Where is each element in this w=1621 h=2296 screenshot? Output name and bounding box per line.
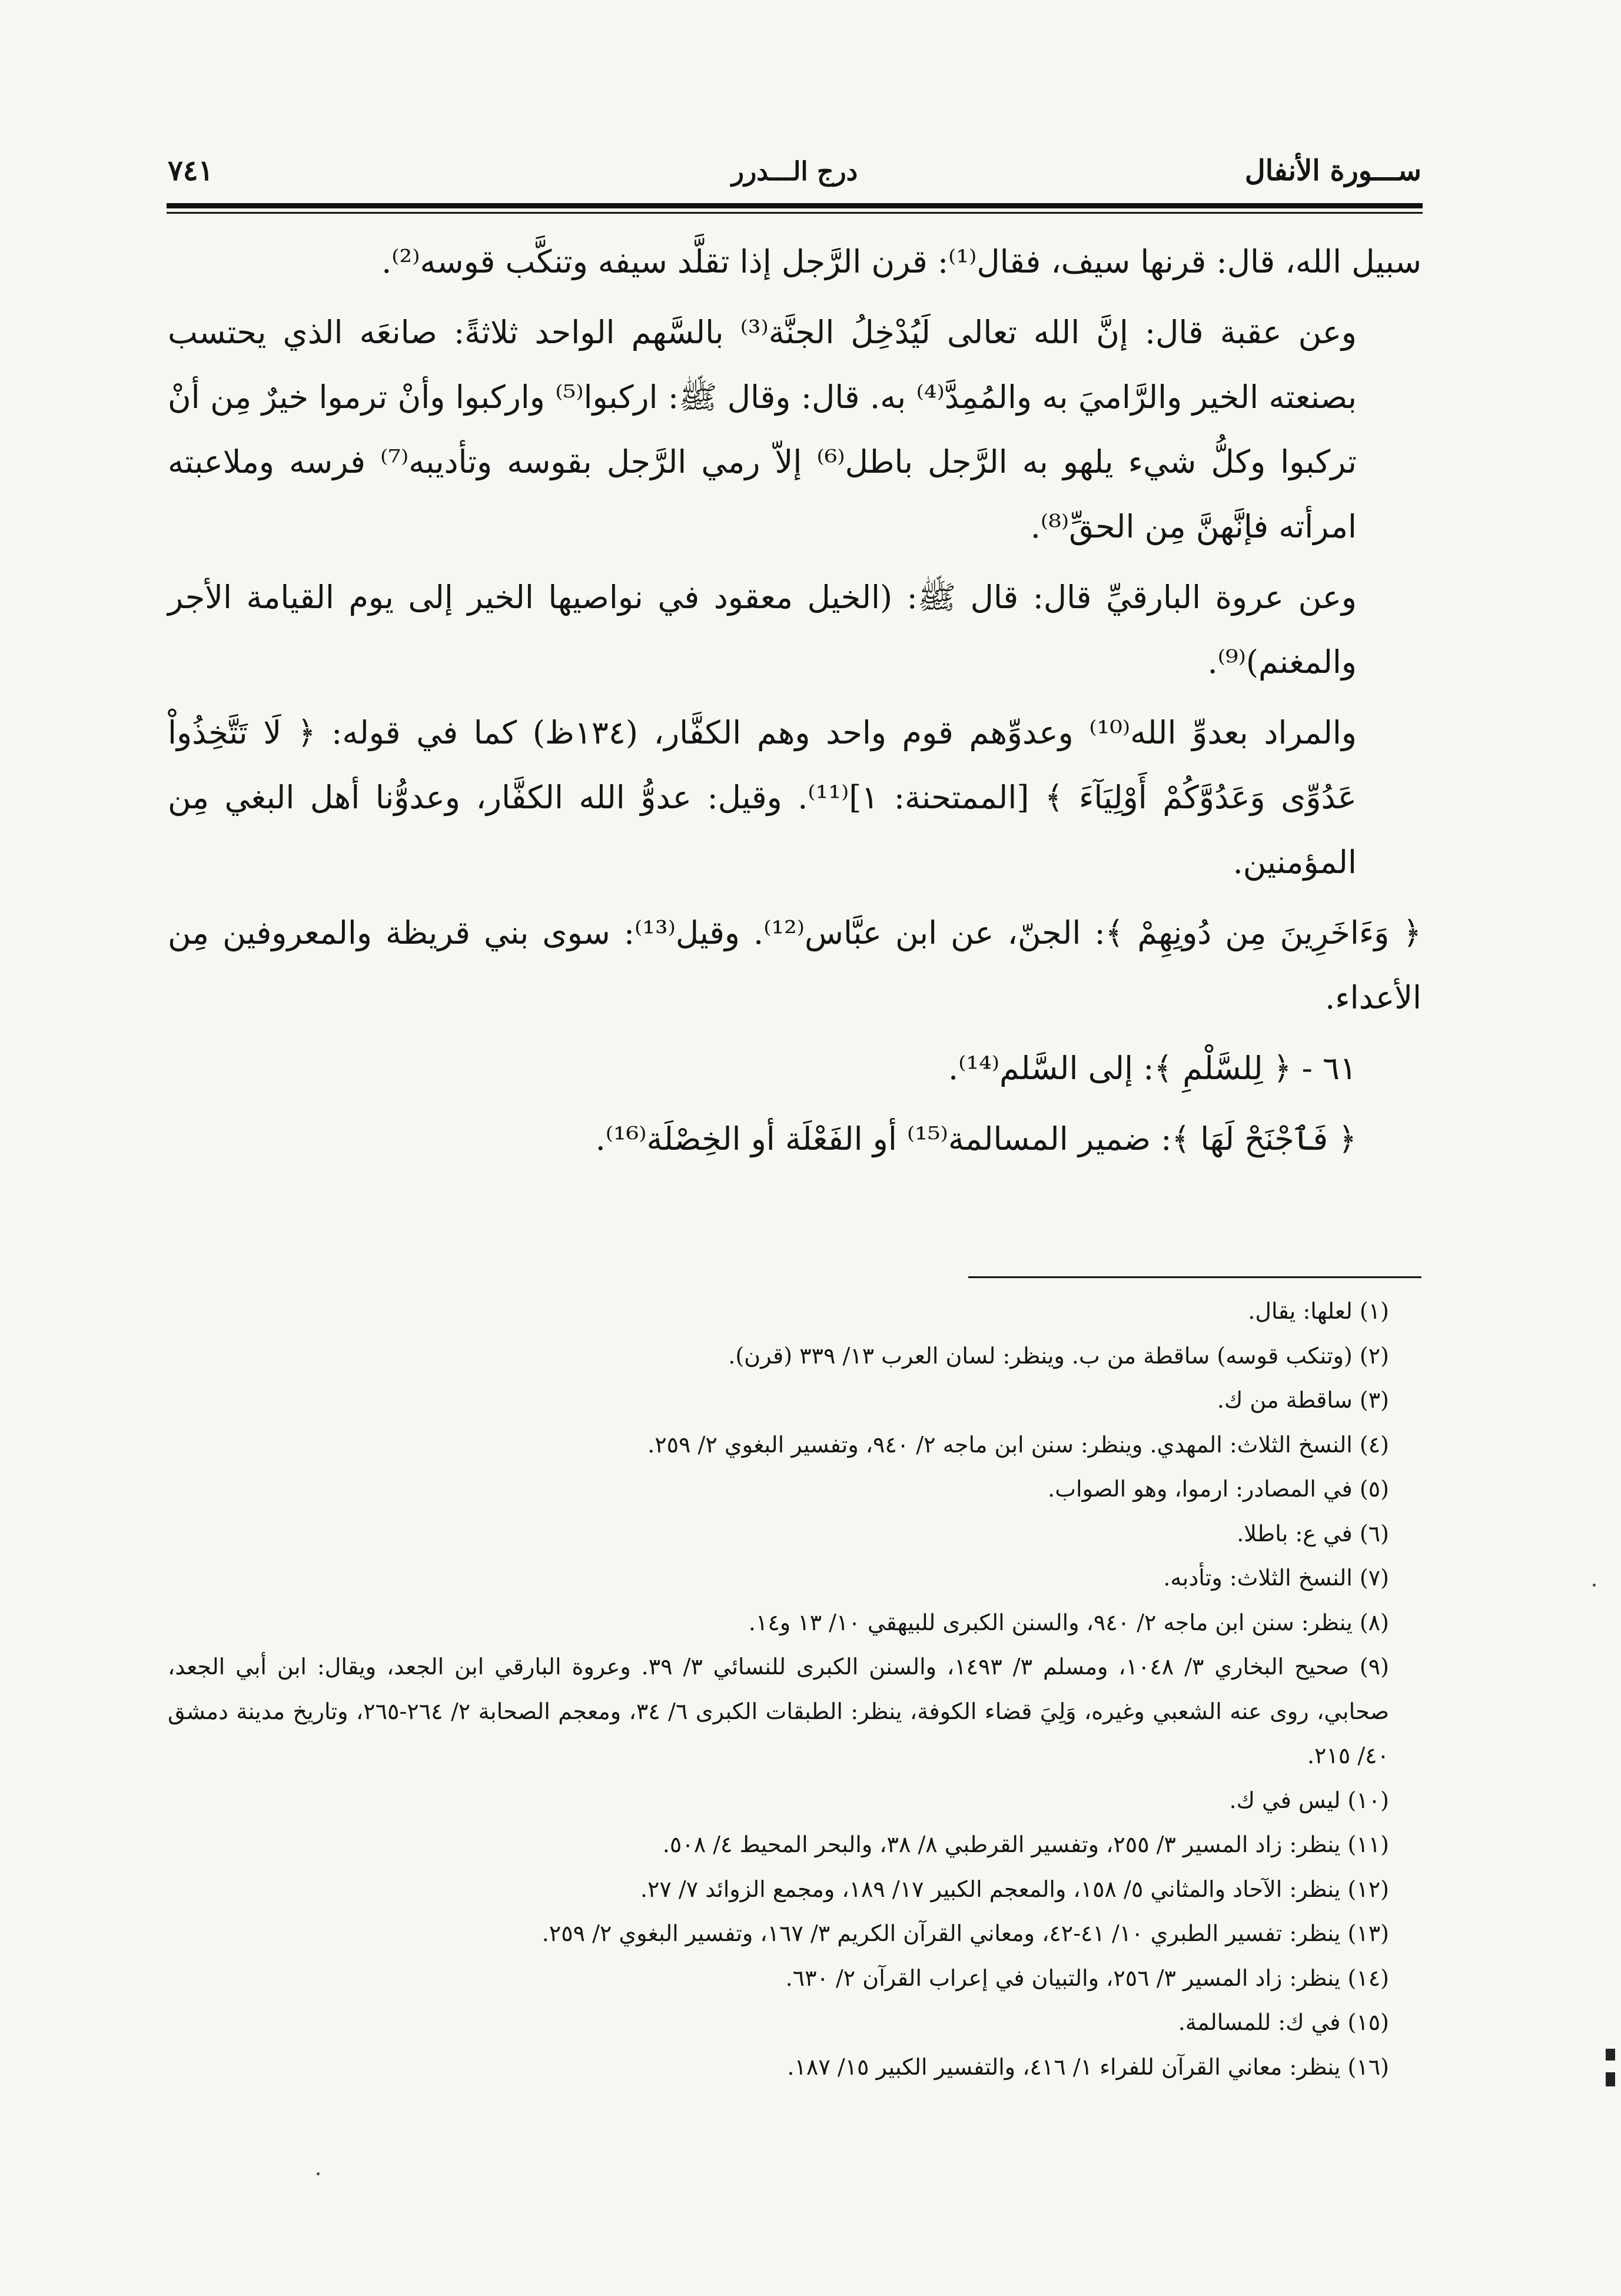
footnote: (١٢) ينظر: الآحاد والمثاني ٥/ ١٥٨، والمعجم الكبير ١٧/ ١٨٩، ومجمع الزوائد ٧/ ٢٧. <box>640 1876 1389 1902</box>
footnote: (٦) في ع: باطلا. <box>1237 1520 1389 1547</box>
main-text <box>168 230 1421 1177</box>
header-rule-thin <box>167 212 1423 214</box>
footnote: (٣) ساقطة من ك. <box>1217 1387 1389 1413</box>
book-title: درج الـــدرر <box>731 157 858 187</box>
scan-speck <box>317 2172 320 2175</box>
footnote: (١١) ينظر: زاد المسير ٣/ ٢٥٥، وتفسير القرطبي ٨/ ٣٨، والبحر المحيط ٤/ ٥٠٨. <box>662 1832 1389 1857</box>
paragraph: سبيل الله، قال: قرنها سيف، فقال⁽¹⁾: قرن الرَّجل إذا تقلَّد سيفه وتنكَّب قوسه⁽²⁾. <box>381 243 1421 280</box>
scan-edge-mark <box>1606 2072 1615 2086</box>
footnote: (٨) ينظر: سنن ابن ماجه ٢/ ٩٤٠، والسنن الكبرى للبيهقي ١٠/ ١٣ و١٤. <box>748 1609 1389 1635</box>
footnote-separator <box>968 1276 1421 1278</box>
footnote: (١٥) في ك: للمسالمة. <box>1178 2009 1389 2035</box>
page-number: ٧٤١ <box>168 154 214 187</box>
surah-title: ســـورة الأنفال <box>1244 154 1421 187</box>
verse-heading: ٦١ - ﴿ لِلسَّلْمِ ﴾: إلى السَّلم⁽¹⁴⁾. <box>948 1050 1357 1087</box>
footnote: (١٣) ينظر: تفسير الطبري ١٠/ ٤١-٤٢، ومعاني القرآن الكريم ٣/ ١٦٧، وتفسير البغوي ٢/ ٢٥٩. <box>542 1920 1389 1946</box>
paragraph: والمراد بعدوِّ الله⁽¹⁰⁾ وعدوِّهم قوم واحد وهم الكفَّار، (١٣٤ظ) كما في قوله: ﴿ لَا تَتَّخِذُواْ عَدُوِّى وَعَدُوَّكُمْ أَوْلِيَآءَ ﴾ [الممتحنة: ١]⁽¹¹⁾. وقيل: عدوُّ الله الكفَّار، وعدوُّنا أهل البغي مِن المؤمنين. <box>168 714 1357 881</box>
scan-edge-mark <box>1606 2049 1615 2061</box>
footnote: (٥) في المصادر: ارموا، وهو الصواب. <box>1048 1476 1389 1502</box>
footnote: (١٦) ينظر: معاني القرآن للفراء ١/ ٤١٦، والتفسير الكبير ١٥/ ١٨٧. <box>787 2053 1389 2080</box>
footnote: (١٤) ينظر: زاد المسير ٣/ ٢٥٦، والتبيان في إعراب القرآن ٢/ ٦٣٠. <box>785 1965 1389 1991</box>
header-rule-thick <box>167 203 1423 208</box>
footnote: (٤) النسخ الثلاث: المهدي. وينظر: سنن ابن ماجه ٢/ ٩٤٠، وتفسير البغوي ٢/ ٢٥٩. <box>647 1431 1389 1458</box>
footnote: (٩) صحيح البخاري ٣/ ١٠٤٨، ومسلم ٣/ ١٤٩٣، والسنن الكبرى للنسائي ٣/ ٣٩. وعروة البارقي ابن الجعد، ويقال: ابن أبي الجعد، صحابي، روى عنه الشعبي وغيره، وَلِيَ قضاء الكوفة، ينظر: الطبقات الكبرى ٦/ ٣٤، ومعجم الصحابة ٢/ ٢٦٤-٢٦٥، وتاريخ مدينة دمشق ٤٠/ ٢١٥. <box>168 1654 1389 1769</box>
footnotes <box>168 1289 1389 2089</box>
paragraph: وعن عروة البارقيِّ قال: قال ﷺ: (الخيل معقود في نواصيها الخير إلى يوم القيامة الأجر والمغنم)⁽⁹⁾. <box>168 579 1357 681</box>
footnote: (٢) (وتنكب قوسه) ساقطة من ب. وينظر: لسان العرب ١٣/ ٣٣٩ (قرن). <box>728 1342 1389 1369</box>
page-header <box>168 154 1421 195</box>
footnote: (١٠) ليس في ك. <box>1229 1787 1389 1813</box>
footnote: (١) لعلها: يقال. <box>1248 1298 1389 1324</box>
footnote: (٧) النسخ الثلاث: وتأدبه. <box>1163 1565 1389 1591</box>
paragraph: ﴿ وَءَاخَرِينَ مِن دُونِهِمْ ﴾: الجنّ، عن ابن عبَّاس⁽¹²⁾. وقيل⁽¹³⁾: سوى بني قريظة والمعروفين مِن الأعداء. <box>168 914 1421 1016</box>
paragraph: ﴿ فَٱجْنَحْ لَهَا ﴾: ضمير المسالمة⁽¹⁵⁾ أو الفَعْلَة أو الخِصْلَة⁽¹⁶⁾. <box>595 1120 1357 1157</box>
paragraph: وعن عقبة قال: إنَّ الله تعالى لَيُدْخِلُ الجنَّة⁽³⁾ بالسَّهم الواحد ثلاثةً: صانعَه الذي يحتسب بصنعته الخير والرَّاميَ به والمُمِدَّ⁽⁴⁾ به. قال: وقال ﷺ: اركبوا⁽⁵⁾ واركبوا وأنْ ترموا خيرٌ مِن أنْ تركبوا وكلُّ شيء يلهو به الرَّجل باطل⁽⁶⁾ إلاّ رمي الرَّجل بقوسه وتأديبه⁽⁷⁾ فرسه وملاعبته امرأته فإنَّهنَّ مِن الحقِّ⁽⁸⁾. <box>168 314 1357 545</box>
scan-speck <box>1593 1584 1596 1587</box>
